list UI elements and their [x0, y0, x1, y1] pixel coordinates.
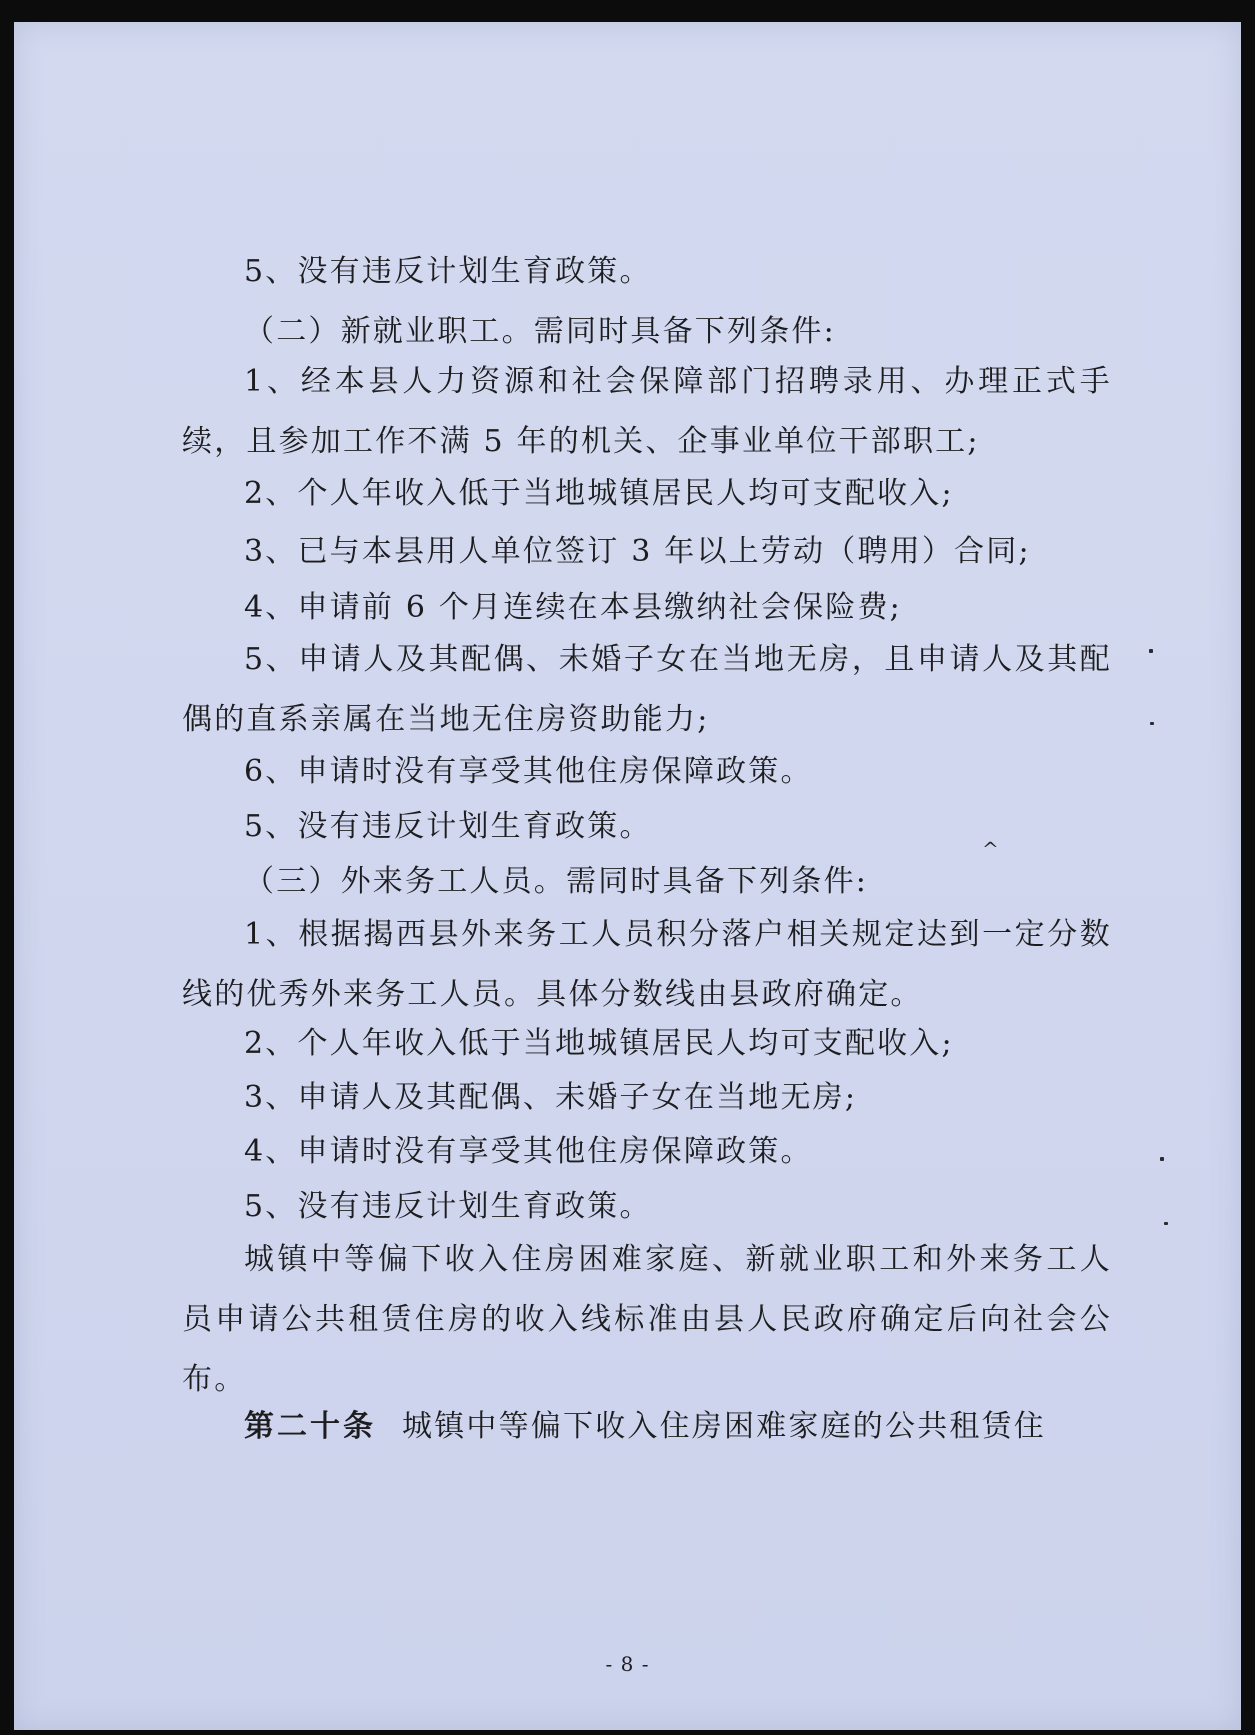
paragraph: 2、个人年收入低于当地城镇居民人均可支配收入;: [244, 1026, 954, 1061]
section-heading: （二）新就业职工。需同时具备下列条件:: [244, 314, 836, 349]
paragraph: 5、没有违反计划生育政策。: [244, 1189, 652, 1224]
paragraph: 4、申请时没有享受其他住房保障政策。: [244, 1134, 813, 1169]
article-text: 城镇中等偏下收入住房困难家庭的公共租赁住: [402, 1409, 1046, 1444]
article-number: 第二十条: [244, 1409, 376, 1444]
paragraph: 6、申请时没有享受其他住房保障政策。: [244, 754, 813, 789]
paragraph: 3、已与本县用人单位签订 3 年以上劳动（聘用）合同;: [244, 534, 1031, 569]
paragraph: 5、申请人及其配偶、未婚子女在当地无房，且申请人及其配偶的直系亲属在当地无住房资助能力;: [182, 642, 1112, 737]
page-number: - 8 -: [605, 1652, 650, 1676]
paragraph: 3、申请人及其配偶、未婚子女在当地无房;: [244, 1080, 858, 1115]
paragraph: 5、没有违反计划生育政策。: [244, 809, 652, 844]
scan-speck: [1160, 1157, 1164, 1161]
paragraph: 1、根据揭西县外来务工人员积分落户相关规定达到一定分数线的优秀外来务工人员。具体分数线由县政府确定。: [182, 917, 1112, 1012]
scan-speck: [1149, 649, 1153, 653]
paragraph: 2、个人年收入低于当地城镇居民人均可支配收入;: [244, 476, 954, 511]
paragraph: 5、没有违反计划生育政策。: [244, 254, 652, 289]
section-heading: （三）外来务工人员。需同时具备下列条件:: [244, 864, 869, 899]
article-paragraph: [182, 1397, 1112, 1457]
scan-speck: [1150, 722, 1154, 725]
paragraph: 1、经本县人力资源和社会保障部门招聘录用、办理正式手续，且参加工作不满 5 年的机关、企事业单位干部职工;: [182, 364, 1112, 459]
paragraph: 4、申请前 6 个月连续在本县缴纳社会保险费;: [244, 590, 902, 625]
paragraph: 城镇中等偏下收入住房困难家庭、新就业职工和外来务工人员申请公共租赁住房的收入线标准由县人民政府确定后向社会公布。: [182, 1242, 1112, 1397]
scan-speck: [1164, 1222, 1168, 1225]
scan-mark: ^: [982, 837, 999, 861]
scanned-page: [14, 22, 1241, 1730]
